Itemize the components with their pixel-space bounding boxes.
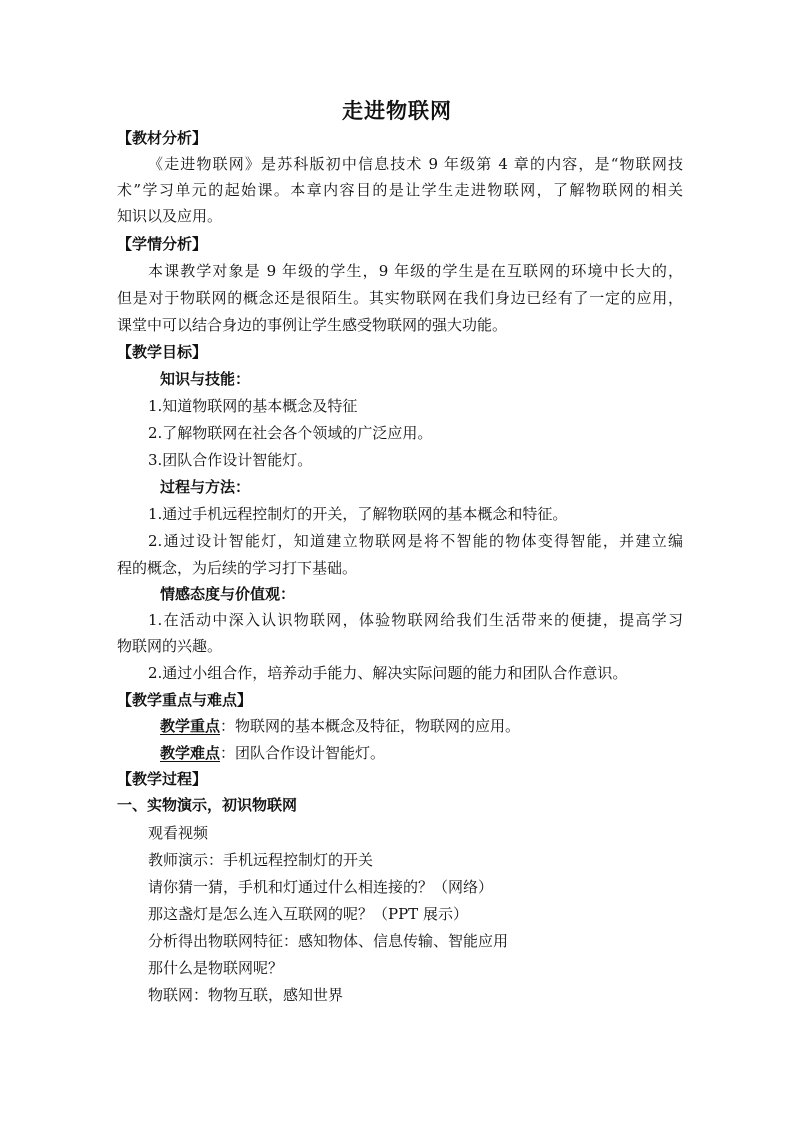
paragraph-line: 课堂中可以结合身边的事例让学生感受物联网的强大功能。 [117,316,508,334]
difficult-point-line [160,740,726,766]
process-line: 那这盏灯是怎么连入互联网的呢？（PPT 展示） [148,905,468,923]
process-part-title: 一、实物演示，初识物联网 [117,796,298,814]
process-line: 观看视频 [148,824,209,842]
subheading-knowledge-skills: 知识与技能： [160,370,251,388]
goal-item: 2.通过设计智能灯，知道建立物联网是将不智能的物体变得智能，并建立编 [148,532,683,550]
paragraph-line: 本课教学对象是 9 年级的学生，9 年级的学生是在互联网的环境中长大的， [148,262,683,280]
goal-item: 物联网的兴趣。 [117,637,223,655]
heading-student-analysis: 【学情分析】 [117,235,208,253]
subheading-attitude-values: 情感态度与价值观： [160,585,296,603]
paragraph-line: 知识以及应用。 [117,207,223,225]
heading-teaching-goals: 【教学目标】 [117,343,208,361]
difficult-point-label: 教学难点 [160,744,221,762]
goal-item: 程的概念，为后续的学习打下基础。 [117,559,358,577]
process-line: 那什么是物联网呢？ [148,959,284,977]
process-line: 分析得出物联网特征：感知物体、信息传输、智能应用 [148,932,509,950]
subheading-process-method: 过程与方法： [160,478,251,496]
heading-textbook-analysis: 【教材分析】 [117,129,208,147]
goal-item: 2.通过小组合作，培养动手能力、解决实际问题的能力和团队合作意识。 [148,664,628,682]
goal-item: 1.通过手机远程控制灯的开关，了解物联网的基本概念和特征。 [148,505,568,523]
key-point-label: 教学重点 [160,717,221,735]
process-line: 物联网：物物互联，感知世界 [148,986,344,1004]
process-line: 教师演示：手机远程控制灯的开关 [148,851,374,869]
heading-teaching-process: 【教学过程】 [117,770,208,788]
paragraph-line: 《走进物联网》是苏科版初中信息技术 9 年级第 4 章的内容，是“物联网技 [148,155,683,173]
difficult-point-text: ：团队合作设计智能灯。 [220,744,386,762]
goal-item: 3.团队合作设计智能灯。 [148,451,313,469]
process-line: 请你猜一猜，手机和灯通过什么相连接的？（网络） [148,878,494,896]
paragraph-line: 术”学习单元的起始课。本章内容目的是让学生走进物联网，了解物联网的相关 [117,181,683,199]
key-point-line [160,713,726,739]
page-title: 走进物联网 [342,99,452,123]
key-point-text: ：物联网的基本概念及特征，物联网的应用。 [220,717,521,735]
heading-key-difficult-points: 【教学重点与难点】 [117,691,253,709]
paragraph-line: 但是对于物联网的概念还是很陌生。其实物联网在我们身边已经有了一定的应用， [117,289,683,307]
goal-item: 1.知道物联网的基本概念及特征 [148,397,358,415]
goal-item: 2.了解物联网在社会各个领域的广泛应用。 [148,424,433,442]
goal-item: 1.在活动中深入认识物联网，体验物联网给我们生活带来的便捷，提高学习 [148,611,683,629]
